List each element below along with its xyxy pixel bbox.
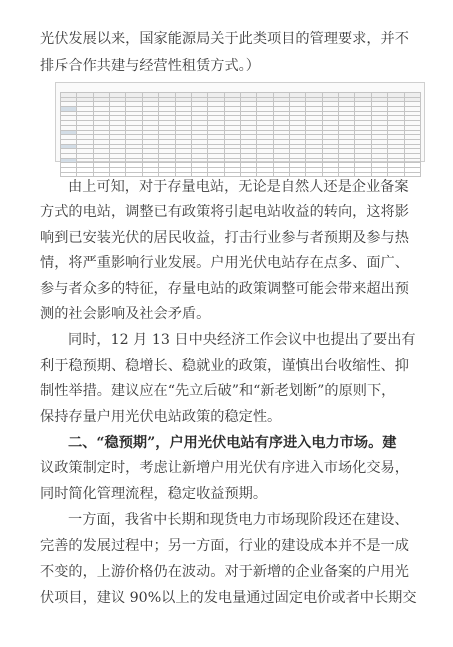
table-cell — [306, 172, 322, 177]
paragraph-line: 保持存量户用光伏电站政策的稳定性。 — [40, 409, 282, 425]
table-cell — [322, 172, 338, 177]
paragraph-line: 同时，12 月 13 日中央经济工作会议中也提出了要出有 — [68, 332, 416, 348]
table-cell — [290, 172, 306, 177]
paragraph-line: 完善的发展过程中；另一方面，行业的建设成本并不是一成 — [40, 538, 409, 554]
paragraph-line: 参与者众多的特征，存量电站的政策调整可能会带来超出预 — [40, 281, 409, 297]
table-cell — [388, 172, 404, 177]
table-row — [61, 172, 421, 177]
paragraph-line: 情，将严重影响行业发展。户用光伏电站存在点多、面广、 — [40, 255, 409, 271]
table-cell — [257, 172, 273, 177]
table-cell — [355, 172, 371, 177]
table-cell — [77, 172, 93, 177]
table-cell — [224, 172, 240, 177]
paragraph-line: 光伏发展以来，国家能源局关于此类项目的管理要求，并不 — [40, 31, 409, 47]
table-cell — [175, 172, 191, 177]
table-cell — [159, 172, 175, 177]
paragraph-line: 测的社会影响及社会矛盾。 — [40, 306, 211, 322]
table-cell — [191, 172, 207, 177]
embedded-table-grid — [60, 92, 421, 177]
paragraph-line: 利于稳预期、稳增长、稳就业的政策，谨慎出台收缩性、抑 — [40, 358, 409, 374]
paragraph-line: 方式的电站，调整已有政策将引起电站收益的转向，这将影 — [40, 204, 409, 220]
table-cell — [240, 172, 256, 177]
paragraph-line: 排斥合作共建与经营性租赁方式。） — [40, 58, 260, 74]
paragraph-line: 响到已安装光伏的居民收益，打击行业参与者预期及参与热 — [40, 230, 409, 246]
paragraph-line: 由上可知，对于存量电站，无论是自然人还是企业备案 — [68, 179, 409, 195]
paragraph-line: 同时简化管理流程，稳定收益预期。 — [40, 486, 268, 502]
table-cell — [110, 172, 126, 177]
section-heading-line: 二、“稳预期”，户用光伏电站有序进入电力市场。建 — [68, 435, 397, 451]
paragraph-line: 一方面，我省中长期和现货电力市场现阶段还在建设、 — [68, 512, 409, 528]
embedded-table-image — [55, 82, 425, 162]
paragraph-line: 不变的，上游价格仍在波动。对于新增的企业备案的户用光 — [40, 564, 409, 580]
table-cell — [61, 172, 77, 177]
table-cell — [93, 172, 109, 177]
table-cell — [208, 172, 224, 177]
paragraph-line: 议政策制定时，考虑让新增户用光伏有序进入市场化交易， — [40, 460, 409, 476]
paragraph-line: 伏项目，建议 90%以上的发电量通过固定电价或者中长期交 — [40, 590, 417, 606]
table-cell — [142, 172, 158, 177]
table-cell — [273, 172, 289, 177]
table-cell — [404, 172, 420, 177]
paragraph-line: 制性举措。建议应在“先立后破”和“新老划断”的原则下， — [40, 383, 396, 399]
table-cell — [126, 172, 142, 177]
table-cell — [371, 172, 387, 177]
table-cell — [339, 172, 355, 177]
